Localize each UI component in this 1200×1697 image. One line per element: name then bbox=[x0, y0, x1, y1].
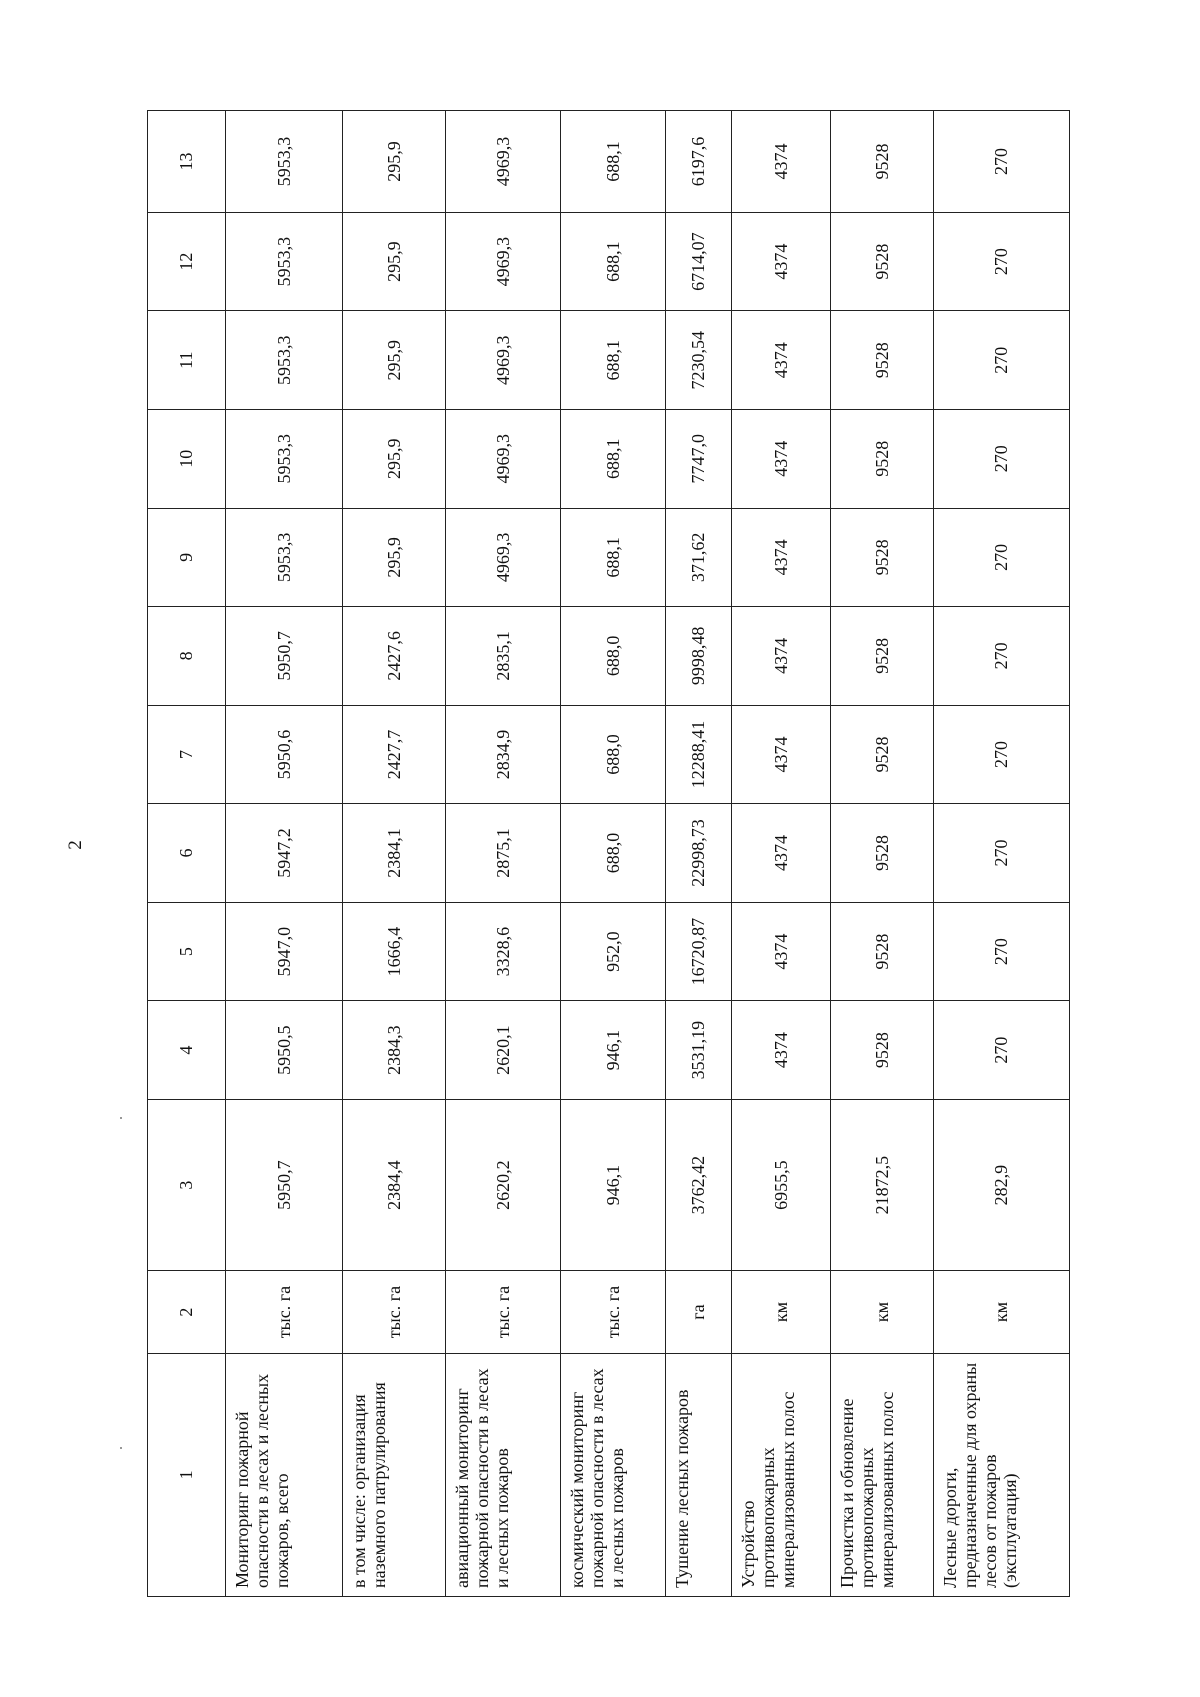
value-cell: 2834,9 bbox=[446, 705, 561, 804]
row-unit: тыс. га bbox=[561, 1271, 666, 1353]
value-cell: 9528 bbox=[831, 902, 934, 1001]
column-number: 10 bbox=[148, 409, 226, 508]
value-cell: 21872,5 bbox=[831, 1099, 934, 1270]
column-number: 13 bbox=[148, 111, 226, 213]
value-cell: 5950,5 bbox=[226, 1001, 343, 1100]
row-name: Тушение лесных пожаров bbox=[666, 1353, 732, 1596]
value-cell: 9528 bbox=[831, 212, 934, 311]
column-number: 2 bbox=[148, 1271, 226, 1353]
value-cell: 6714,07 bbox=[666, 212, 732, 311]
row-unit: км bbox=[831, 1271, 934, 1353]
value-cell: 270 bbox=[934, 409, 1070, 508]
column-number: 8 bbox=[148, 607, 226, 706]
value-cell: 295,9 bbox=[343, 111, 446, 213]
value-cell: 4374 bbox=[732, 804, 831, 903]
value-cell: 688,1 bbox=[561, 311, 666, 410]
value-cell: 371,62 bbox=[666, 508, 732, 607]
rotated-table-wrapper bbox=[147, 110, 1069, 1597]
value-cell: 9528 bbox=[831, 607, 934, 706]
value-cell: 7230,54 bbox=[666, 311, 732, 410]
column-number: 5 bbox=[148, 902, 226, 1001]
value-cell: 9528 bbox=[831, 111, 934, 213]
value-cell: 270 bbox=[934, 1001, 1070, 1100]
row-name: Прочистка и обновление противопожарных минерализованных полос bbox=[831, 1353, 934, 1596]
value-cell: 946,1 bbox=[561, 1099, 666, 1270]
value-cell: 6197,6 bbox=[666, 111, 732, 213]
value-cell: 9528 bbox=[831, 409, 934, 508]
value-cell: 4374 bbox=[732, 508, 831, 607]
row-unit: тыс. га bbox=[343, 1271, 446, 1353]
row-unit: тыс. га bbox=[446, 1271, 561, 1353]
value-cell: 4374 bbox=[732, 311, 831, 410]
value-cell: 2835,1 bbox=[446, 607, 561, 706]
value-cell: 270 bbox=[934, 508, 1070, 607]
row-name: Устройство противопожарных минерализованных полос bbox=[732, 1353, 831, 1596]
row-unit: тыс. га bbox=[226, 1271, 343, 1353]
value-cell: 4374 bbox=[732, 902, 831, 1001]
table-row bbox=[561, 111, 666, 1597]
value-cell: 2384,1 bbox=[343, 804, 446, 903]
value-cell: 3762,42 bbox=[666, 1099, 732, 1270]
value-cell: 295,9 bbox=[343, 409, 446, 508]
value-cell: 270 bbox=[934, 111, 1070, 213]
value-cell: 7747,0 bbox=[666, 409, 732, 508]
value-cell: 2384,4 bbox=[343, 1099, 446, 1270]
column-number: 12 bbox=[148, 212, 226, 311]
table-row bbox=[934, 111, 1070, 1597]
value-cell: 2620,1 bbox=[446, 1001, 561, 1100]
table-row bbox=[732, 111, 831, 1597]
value-cell: 4374 bbox=[732, 607, 831, 706]
value-cell: 688,0 bbox=[561, 607, 666, 706]
value-cell: 4969,3 bbox=[446, 508, 561, 607]
value-cell: 688,1 bbox=[561, 212, 666, 311]
value-cell: 3328,6 bbox=[446, 902, 561, 1001]
value-cell: 2875,1 bbox=[446, 804, 561, 903]
value-cell: 4374 bbox=[732, 409, 831, 508]
value-cell: 270 bbox=[934, 902, 1070, 1001]
value-cell: 295,9 bbox=[343, 212, 446, 311]
row-unit: км bbox=[732, 1271, 831, 1353]
value-cell: 9528 bbox=[831, 705, 934, 804]
value-cell: 946,1 bbox=[561, 1001, 666, 1100]
column-number: 1 bbox=[148, 1353, 226, 1596]
row-name: Мониторинг пожарной опасности в лесах и лесных пожаров, всего bbox=[226, 1353, 343, 1596]
value-cell: 5950,6 bbox=[226, 705, 343, 804]
value-cell: 688,1 bbox=[561, 111, 666, 213]
value-cell: 2427,6 bbox=[343, 607, 446, 706]
page-number: 2 bbox=[65, 840, 86, 850]
data-table bbox=[147, 110, 1070, 1597]
column-number: 11 bbox=[148, 311, 226, 410]
row-name: в том числе: организация наземного патрулирования bbox=[343, 1353, 446, 1596]
value-cell: 3531,19 bbox=[666, 1001, 732, 1100]
value-cell: 688,1 bbox=[561, 508, 666, 607]
value-cell: 12288,41 bbox=[666, 705, 732, 804]
value-cell: 270 bbox=[934, 705, 1070, 804]
table-row bbox=[446, 111, 561, 1597]
value-cell: 5953,3 bbox=[226, 409, 343, 508]
value-cell: 5950,7 bbox=[226, 1099, 343, 1270]
table-row bbox=[226, 111, 343, 1597]
table-row bbox=[831, 111, 934, 1597]
value-cell: 4969,3 bbox=[446, 111, 561, 213]
value-cell: 2384,3 bbox=[343, 1001, 446, 1100]
value-cell: 270 bbox=[934, 607, 1070, 706]
value-cell: 270 bbox=[934, 311, 1070, 410]
value-cell: 22998,73 bbox=[666, 804, 732, 903]
column-number: 4 bbox=[148, 1001, 226, 1100]
value-cell: 5953,3 bbox=[226, 311, 343, 410]
value-cell: 4374 bbox=[732, 212, 831, 311]
value-cell: 4374 bbox=[732, 1001, 831, 1100]
column-number: 9 bbox=[148, 508, 226, 607]
value-cell: 2427,7 bbox=[343, 705, 446, 804]
row-name: космический мониторинг пожарной опасности в лесах и лесных пожаров bbox=[561, 1353, 666, 1596]
value-cell: 5953,3 bbox=[226, 111, 343, 213]
value-cell: 5947,0 bbox=[226, 902, 343, 1001]
value-cell: 9528 bbox=[831, 1001, 934, 1100]
value-cell: 2620,2 bbox=[446, 1099, 561, 1270]
row-name: Лесные дороги, предназначенные для охраны лесов от пожаров (эксплуатация) bbox=[934, 1353, 1070, 1596]
value-cell: 1666,4 bbox=[343, 902, 446, 1001]
table-row bbox=[343, 111, 446, 1597]
row-unit: га bbox=[666, 1271, 732, 1353]
table-row bbox=[666, 111, 732, 1597]
value-cell: 282,9 bbox=[934, 1099, 1070, 1270]
value-cell: 9998,48 bbox=[666, 607, 732, 706]
value-cell: 9528 bbox=[831, 508, 934, 607]
value-cell: 270 bbox=[934, 804, 1070, 903]
value-cell: 5953,3 bbox=[226, 508, 343, 607]
value-cell: 5953,3 bbox=[226, 212, 343, 311]
value-cell: 270 bbox=[934, 212, 1070, 311]
value-cell: 6955,5 bbox=[732, 1099, 831, 1270]
value-cell: 4374 bbox=[732, 705, 831, 804]
value-cell: 688,0 bbox=[561, 705, 666, 804]
value-cell: 295,9 bbox=[343, 508, 446, 607]
value-cell: 295,9 bbox=[343, 311, 446, 410]
column-number: 6 bbox=[148, 804, 226, 903]
value-cell: 4969,3 bbox=[446, 409, 561, 508]
value-cell: 688,0 bbox=[561, 804, 666, 903]
value-cell: 4969,3 bbox=[446, 212, 561, 311]
column-number: 7 bbox=[148, 705, 226, 804]
row-unit: км bbox=[934, 1271, 1070, 1353]
value-cell: 688,1 bbox=[561, 409, 666, 508]
scan-speck bbox=[120, 1447, 122, 1449]
value-cell: 9528 bbox=[831, 804, 934, 903]
value-cell: 952,0 bbox=[561, 902, 666, 1001]
value-cell: 4969,3 bbox=[446, 311, 561, 410]
value-cell: 9528 bbox=[831, 311, 934, 410]
row-name: авиационный мониторинг пожарной опасности в лесах и лесных пожаров bbox=[446, 1353, 561, 1596]
header-row bbox=[148, 111, 226, 1597]
value-cell: 5947,2 bbox=[226, 804, 343, 903]
scan-speck bbox=[120, 1117, 122, 1119]
value-cell: 16720,87 bbox=[666, 902, 732, 1001]
value-cell: 4374 bbox=[732, 111, 831, 213]
column-number: 3 bbox=[148, 1099, 226, 1270]
value-cell: 5950,7 bbox=[226, 607, 343, 706]
